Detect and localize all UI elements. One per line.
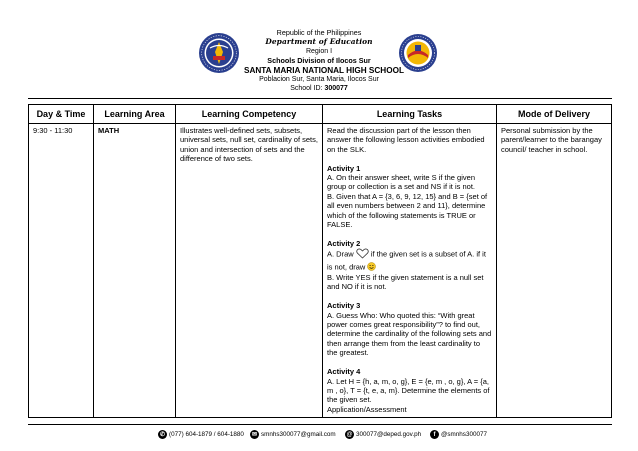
school-address: Poblacion Sur, Santa Maria, Ilocos Sur [259, 76, 379, 84]
header-mode-of-delivery: Mode of Delivery [497, 105, 612, 124]
footer-divider [28, 424, 612, 425]
cell-competency: Illustrates well-defined sets, subsets, universal sets, null set, cardinality of sets, union and intersection of sets and the difference of two sets. [176, 124, 323, 418]
activity1-title: Activity 1 [327, 163, 361, 173]
letterhead [0, 0, 638, 98]
tasks-closing: Application/Assessment [327, 404, 407, 414]
header-learning-tasks: Learning Tasks [323, 105, 497, 124]
cell-learning-area: MATH [94, 124, 176, 418]
activity2-a-prefix: A. Draw [327, 249, 354, 259]
phone-icon: ✆ [159, 431, 166, 438]
header-divider [28, 98, 612, 99]
footer-phone [158, 430, 244, 439]
facebook-icon: f [430, 430, 439, 439]
table-row [29, 124, 612, 418]
activity3-text: A. Guess Who: Who quoted this: “With great power comes great responsibility”? to find out, determine the cardinality of the following sets and then arrange them from the least cardinality to the greatest. [327, 310, 492, 358]
activity1-part-b: B. Given that A = {3, 6, 9, 12, 15} and B = {set of all even numbers between 2 and 11}, determine which of the following statements is TRUE or FALSE. [327, 191, 488, 230]
department-line: Department of Education [265, 37, 373, 47]
cell-delivery: Personal submission by the parent/learner to the barangay council/ teacher in school. [497, 124, 612, 418]
school-id-line [244, 84, 394, 93]
email-icon: ✉ [251, 431, 258, 438]
smiley-icon [367, 262, 376, 273]
school-seal-icon [398, 33, 438, 73]
deped-mail-icon: @ [346, 431, 353, 438]
division-line: Schools Division of Ilocos Sur [267, 56, 371, 66]
activity2-part-b: B. Write YES if the given statement is a null set and NO if it is not. [327, 273, 484, 292]
activity4-title: Activity 4 [327, 367, 361, 377]
deped-seal-icon [198, 32, 240, 74]
table-header-row [29, 105, 612, 124]
header-learning-competency: Learning Competency [176, 105, 323, 124]
header-learning-area: Learning Area [94, 105, 176, 124]
activity1-part-a: A. On their answer sheet, write S if the given group or collection is a set and NS if it is not. [327, 173, 475, 192]
footer-email-text: smnhs300077@gmail.com [261, 431, 336, 438]
school-id-value: 300077 [324, 85, 348, 93]
republic-line: Republic of the Philippines [276, 28, 362, 37]
school-name: SANTA MARIA NATIONAL HIGH SCHOOL [244, 65, 404, 75]
footer-deped-text: 300077@deped.gov.ph [356, 431, 422, 438]
footer-email [250, 430, 336, 439]
cell-tasks [323, 124, 497, 418]
activity2-part-a [327, 248, 492, 273]
activity4-text: A. Let H = {h, a, m, o, g}, E = {e, m , o, g}, A = {a, m , o}, T = {t, e, a, m}. Determine the elements of the given set. [327, 376, 490, 405]
letterhead-text [244, 28, 404, 94]
footer-facebook [430, 430, 487, 439]
footer-deped-email [345, 430, 421, 439]
footer [0, 429, 638, 443]
footer-phone-text: (077) 604-1879 / 604-1880 [169, 431, 244, 438]
region-line: Region I [305, 47, 333, 55]
cell-time: 9:30 - 11:30 [29, 124, 94, 418]
activity2-a-mid: if the given set is a subset of A. if it is not, draw [327, 249, 486, 272]
footer-facebook-text: @smnhs300077 [441, 431, 487, 438]
heart-icon [356, 248, 369, 261]
activity2-title: Activity 2 [327, 238, 361, 248]
school-id-label: School ID: [290, 85, 323, 93]
lesson-plan-table [28, 104, 612, 418]
tasks-intro: Read the discussion part of the lesson then answer the following lesson activities embodied on the SLK. [327, 126, 485, 154]
header-day-time: Day & Time [29, 105, 94, 124]
activity3-title: Activity 3 [327, 301, 361, 311]
